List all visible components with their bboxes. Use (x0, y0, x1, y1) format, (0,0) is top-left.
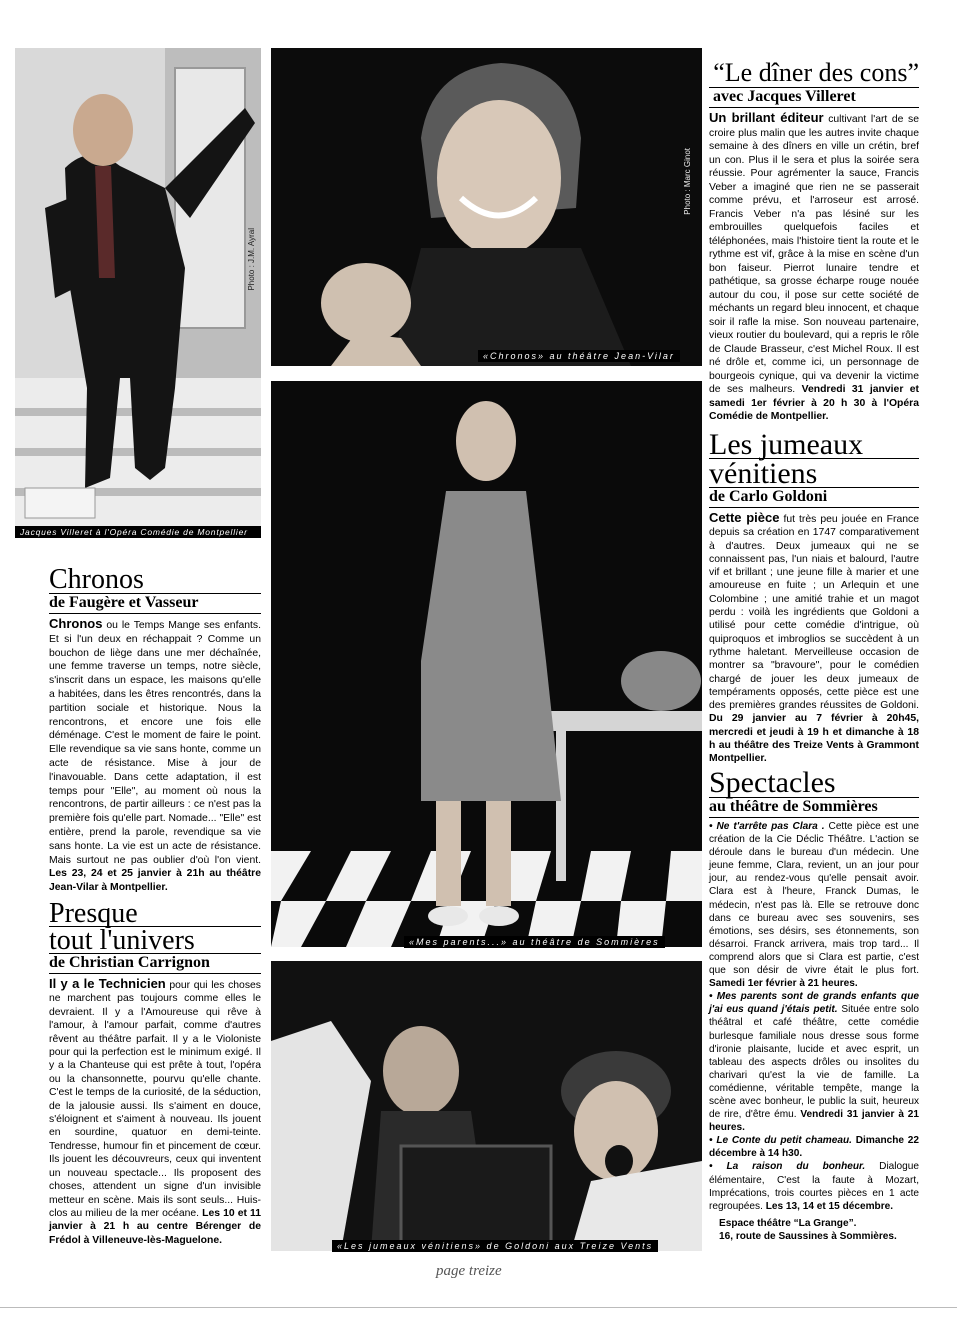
univers-dates: Les 10 et 11 janvier à 21 h au centre Bérenger de Frédol à Villeneuve-lès-Maguelone. (49, 1207, 261, 1246)
jumeaux-subtitle: de Carlo Goldoni (709, 488, 919, 508)
page-number: page treize (436, 1263, 502, 1279)
spectacle-item-raison-bonheur: • La raison du bonheur. Dialogue élémentaire, C'est la faute à Mozart, Imprécations, trois courtes pièces en 1 acte regroupées. Les 13, 14 et 15 décembre. (709, 1161, 919, 1212)
photo-jacques-villeret (15, 48, 261, 526)
univers-text: pour qui les choses ne marchent pas toujours comme elles le devraient. Il y a l'Amoureuse qui rêve à l'amour, à l'amour parfait, comme d'autres rêvent au théâtre parfait. Il y a le Violoniste pour qui la perfection est le minimum exigé. Il y a la Chanteuse qui est prête à tout, l'opéra ou la chansonnette, pourvu qu'elle chante. C'est le temps de la curiosité, de la séduction, de la jalousie aussi. Ils s'aiment en douce, s'éloignent et s'aiment à nouveau. Ils jouent en sourdine, quatuor en demi-teinte. Tendresse, humour fin et pincement de cœur. Ils jouent les découvreurs, ceux qui inventent un nouveau spectacle... Ils proposent des choses, attendent un signe d'un invisible metteur en scène. Mais ils sont seuls... Huis-clos au milieu de la mer océane. (49, 980, 261, 1219)
villeret-caption: Jacques Villeret à l'Opéra Comédie de Montpellier (15, 526, 261, 538)
chronos-title: Chronos (49, 564, 144, 595)
photo-chronos (271, 48, 702, 366)
spectacle-item-text: Dialogue élémentaire, C'est la faute à Mozart, Imprécations, trois courtes pièces en 1 acte regroupées. (709, 1161, 919, 1212)
spectacles-body (709, 820, 919, 1243)
spectacle-item-text: Située entre solo théâtral et café théâtre, cette comédie burlesque familiale nous dresse sous forme d'ironie plaisante, lucide et avec esprit, un tableau des aspects drôles ou insolites du charivari qu'est la vie de famille. La comédienne, véritable tempête, mange la scène avec bonheur, le public la suit, heureux de rire, d'être ému. (709, 1004, 919, 1121)
diner-title: “Le dîner des cons” (713, 58, 919, 87)
chronos-body (49, 617, 261, 895)
spectacle-item-petit-chameau: • Le Conte du petit chameau. Dimanche 22 décembre à 14 h30. (709, 1135, 920, 1160)
article-jumeaux-venitiens (709, 430, 919, 766)
spectacle-item-title: Ne t'arrête pas Clara . (716, 821, 825, 832)
diner-subtitle: avec Jacques Villeret (709, 88, 919, 108)
chronos-caption: «Chronos» au théâtre Jean-Vilar (478, 350, 680, 362)
villeret-image (15, 48, 261, 526)
spectacles-venue-line2: 16, route de Saussines à Sommières. (719, 1230, 897, 1242)
jumeaux-caption: «Les jumeaux vénitiens» de Goldoni aux Treize Vents (332, 1240, 658, 1252)
univers-title-line1: Presque (49, 898, 138, 929)
chronos-subtitle: de Faugère et Vasseur (49, 594, 261, 614)
chronos-dates: Les 23, 24 et 25 janvier à 21h au théâtre Jean-Vilar à Montpellier. (49, 868, 261, 894)
univers-subtitle: de Christian Carrignon (49, 954, 261, 974)
diner-text: cultivant l'art de se croire plus malin que les autres invite chaque semaine à des dîners en ville un crétin, bref un con. Plus il le sera et plus la soirée sera réussie. Pour agrémenter la sauce, Francis Veber a imaginé que rien ne se passerait comme prévu, et l'arroseur est arrosé. Francis Veber n'a pas lésiné sur les embrouilles quelquefois faciles et téléphonées, mais l'histoire tient la route et le rythme est vif, grâce à la mise en scène d'un bon faiseur. Pierrot lunaire tendre et pathétique, sa grosse écharpe rouge nouée autour du cou, il pose sur cette société de méchants un regard bleu innocent, et chaque soir il rafle la mise. Son nouveau partenaire, vieux routier du boulevard, qui a repris le rôle de Claude Brasseur, c'est Michel Roux. Il est né drôle et, comme ici, un personnage de bourgeois cynique, qui va devenir la victime de ses malheurs. (709, 114, 920, 395)
parents-caption: «Mes parents...» au théâtre de Sommières (404, 936, 665, 948)
article-presque-tout-lunivers (49, 900, 261, 1247)
spectacles-title: Spectacles (709, 766, 836, 799)
bottom-border (0, 1307, 957, 1308)
spectacles-venue-line1: Espace théâtre “La Grange”. (719, 1217, 857, 1229)
jumeaux-text: fut très peu jouée en France depuis sa création en 1747 comparativement à d'autres. Deux jumeaux qui ne se connaissent pas, l'un niais et balourd, l'autre vif et brillant ; une jeune fille à marier et une amoureuse en fuite ; un Arlequin et une Colombine ; une amitié trahie et un magot perdu : voilà les ingrédients que Goldoni a utilisé pour cette comédie d'intrigue, où quiproquos et imbroglios se succèdent à un rythme haletant. Merveilleuse occasion de montrer sa "bravoure", pour le comédien chargé de jouer les deux jumeaux de tempéraments opposés, cette pièce est une des premières grandes réussites de Goldoni. (709, 514, 919, 712)
univers-body (49, 977, 261, 1247)
spectacle-item-text: Cette pièce est une création de la Cie Déclic Théâtre. L'action se déroule dans le bureau d'un médecin. Une jeune femme, Clara, revient, un an jour pour jour, au rendez-vous qu'elle pensait avoir. Clara est à l'heure, Franck Dumas, le médecin, n'est pas là. Elle se retrouve donc dans ce bureau avec ses souvenirs, ses émotions, ses désirs, ses étonnements, son désarroi. Franck arrivera, mais trop tard... Il comprend alors que si Clara est partie, c'est que son désir de vivre était le plus fort. (709, 821, 920, 977)
spectacle-item-title: Mes parents sont de grands enfants que j'ai eus quand j'étais petit. (709, 991, 919, 1016)
jumeaux-title-line1: Les jumeaux (709, 428, 864, 461)
spectacle-item-clara: • Ne t'arrête pas Clara . Cette pièce est une création de la Cie Déclic Théâtre. L'action se déroule dans le bureau d'un médecin. Une jeune femme, Clara, revient, un an jour pour jour, au rendez-vous qu'elle pensait avoir. Clara est à l'heure, Franck Dumas, le médecin, n'est pas là. Elle se retrouve donc dans ce bureau avec ses souvenirs, ses émotions, ses désirs, ses étonnements, son désarroi. Franck arrivera, mais trop tard... Il comprend alors que si Clara est partie, c'est que son désir de vivre était le plus fort. Samedi 1er février à 21 heures. (709, 821, 920, 990)
villeret-credit: Photo : J.M. Ayral (247, 228, 256, 291)
jumeaux-lead: Cette pièce (709, 510, 780, 525)
chronos-credit: Photo : Marc Ginot (683, 148, 692, 215)
photo-jumeaux-venitiens (271, 961, 702, 1251)
article-diner-des-cons (709, 60, 919, 424)
spectacle-item-dates: Vendredi 31 janvier à 21 heures. (709, 1109, 920, 1134)
jumeaux-image (271, 961, 702, 1251)
diner-lead: Un brillant éditeur (709, 110, 824, 125)
spectacle-item-title: Le Conte du petit chameau. (716, 1135, 852, 1147)
univers-lead: Il y a le Technicien (49, 976, 166, 991)
chronos-lead: Chronos (49, 616, 103, 631)
spectacle-item-dates: Les 13, 14 et 15 décembre. (765, 1200, 894, 1212)
diner-body (709, 111, 919, 424)
article-chronos (49, 566, 261, 895)
spectacle-item-mes-parents: • Mes parents sont de grands enfants que j'ai eus quand j'étais petit. Située entre solo théâtral et café théâtre, cette comédie burlesque familiale nous dresse sous forme d'ironie plaisante, lucide et avec esprit, un tableau des aspects drôles ou insolites du charivari qu'est la vie de famille. La comédienne, véritable tempête, mange la scène avec bonheur, le public la suit, heureux de rire, d'être ému. Vendredi 31 janvier à 21 heures. (709, 991, 920, 1134)
article-spectacles (709, 768, 919, 1243)
spectacle-item-dates: Samedi 1er février à 21 heures. (709, 978, 858, 990)
chronos-image (271, 48, 702, 366)
spectacle-item-dates: Dimanche 22 décembre à 14 h30. (709, 1135, 920, 1160)
jumeaux-body (709, 511, 919, 766)
chronos-text: ou le Temps Mange ses enfants. Et si l'un deux en réchappait ? Comme un bouchon de liège dans une mer déchaînée, une femme traverse un temps, notre siècle, s'inscrit dans un espace, les maisons qu'elle a habitées, dans les êtres rencontrés, dans la partition sociale et historique. Nous la rencontrons, et encore une fois elle déménage. C'est le moment de faire le point. Elle revendique sa vie sans honte, comme un acte de résistance. Mise à jour de l'inavouable. Dans cette adaptation, il est temps pour "Elle", au moment où nous la rencontrons, de partir ailleurs : ce n'est pas la première fois qu'elle part. Nomade... "Elle" est entière, prend la parole, revendique sa vie sans honte. La vie est un acte de résistance. Mais surtout ne pas oublier d'où l'on vient. (49, 620, 261, 866)
jumeaux-dates: Du 29 janvier au 7 février à 20h45, mercredi et jeudi à 19 h et dimanche à 18 h au théâtre des Treize Vents à Grammont Montpellier. (709, 713, 919, 765)
jumeaux-title-line2: vénitiens (709, 457, 818, 490)
spectacles-subtitle: au théâtre de Sommières (709, 798, 919, 818)
parents-image (271, 381, 702, 947)
diner-dates: Vendredi 31 janvier et samedi 1er février à 20 h 30 à l'Opéra Comédie de Montpellier. (709, 384, 920, 422)
univers-title-line2: tout l'univers (49, 925, 195, 956)
photo-mes-parents (271, 381, 702, 947)
spectacle-item-title: La raison du bonheur. (726, 1161, 866, 1173)
